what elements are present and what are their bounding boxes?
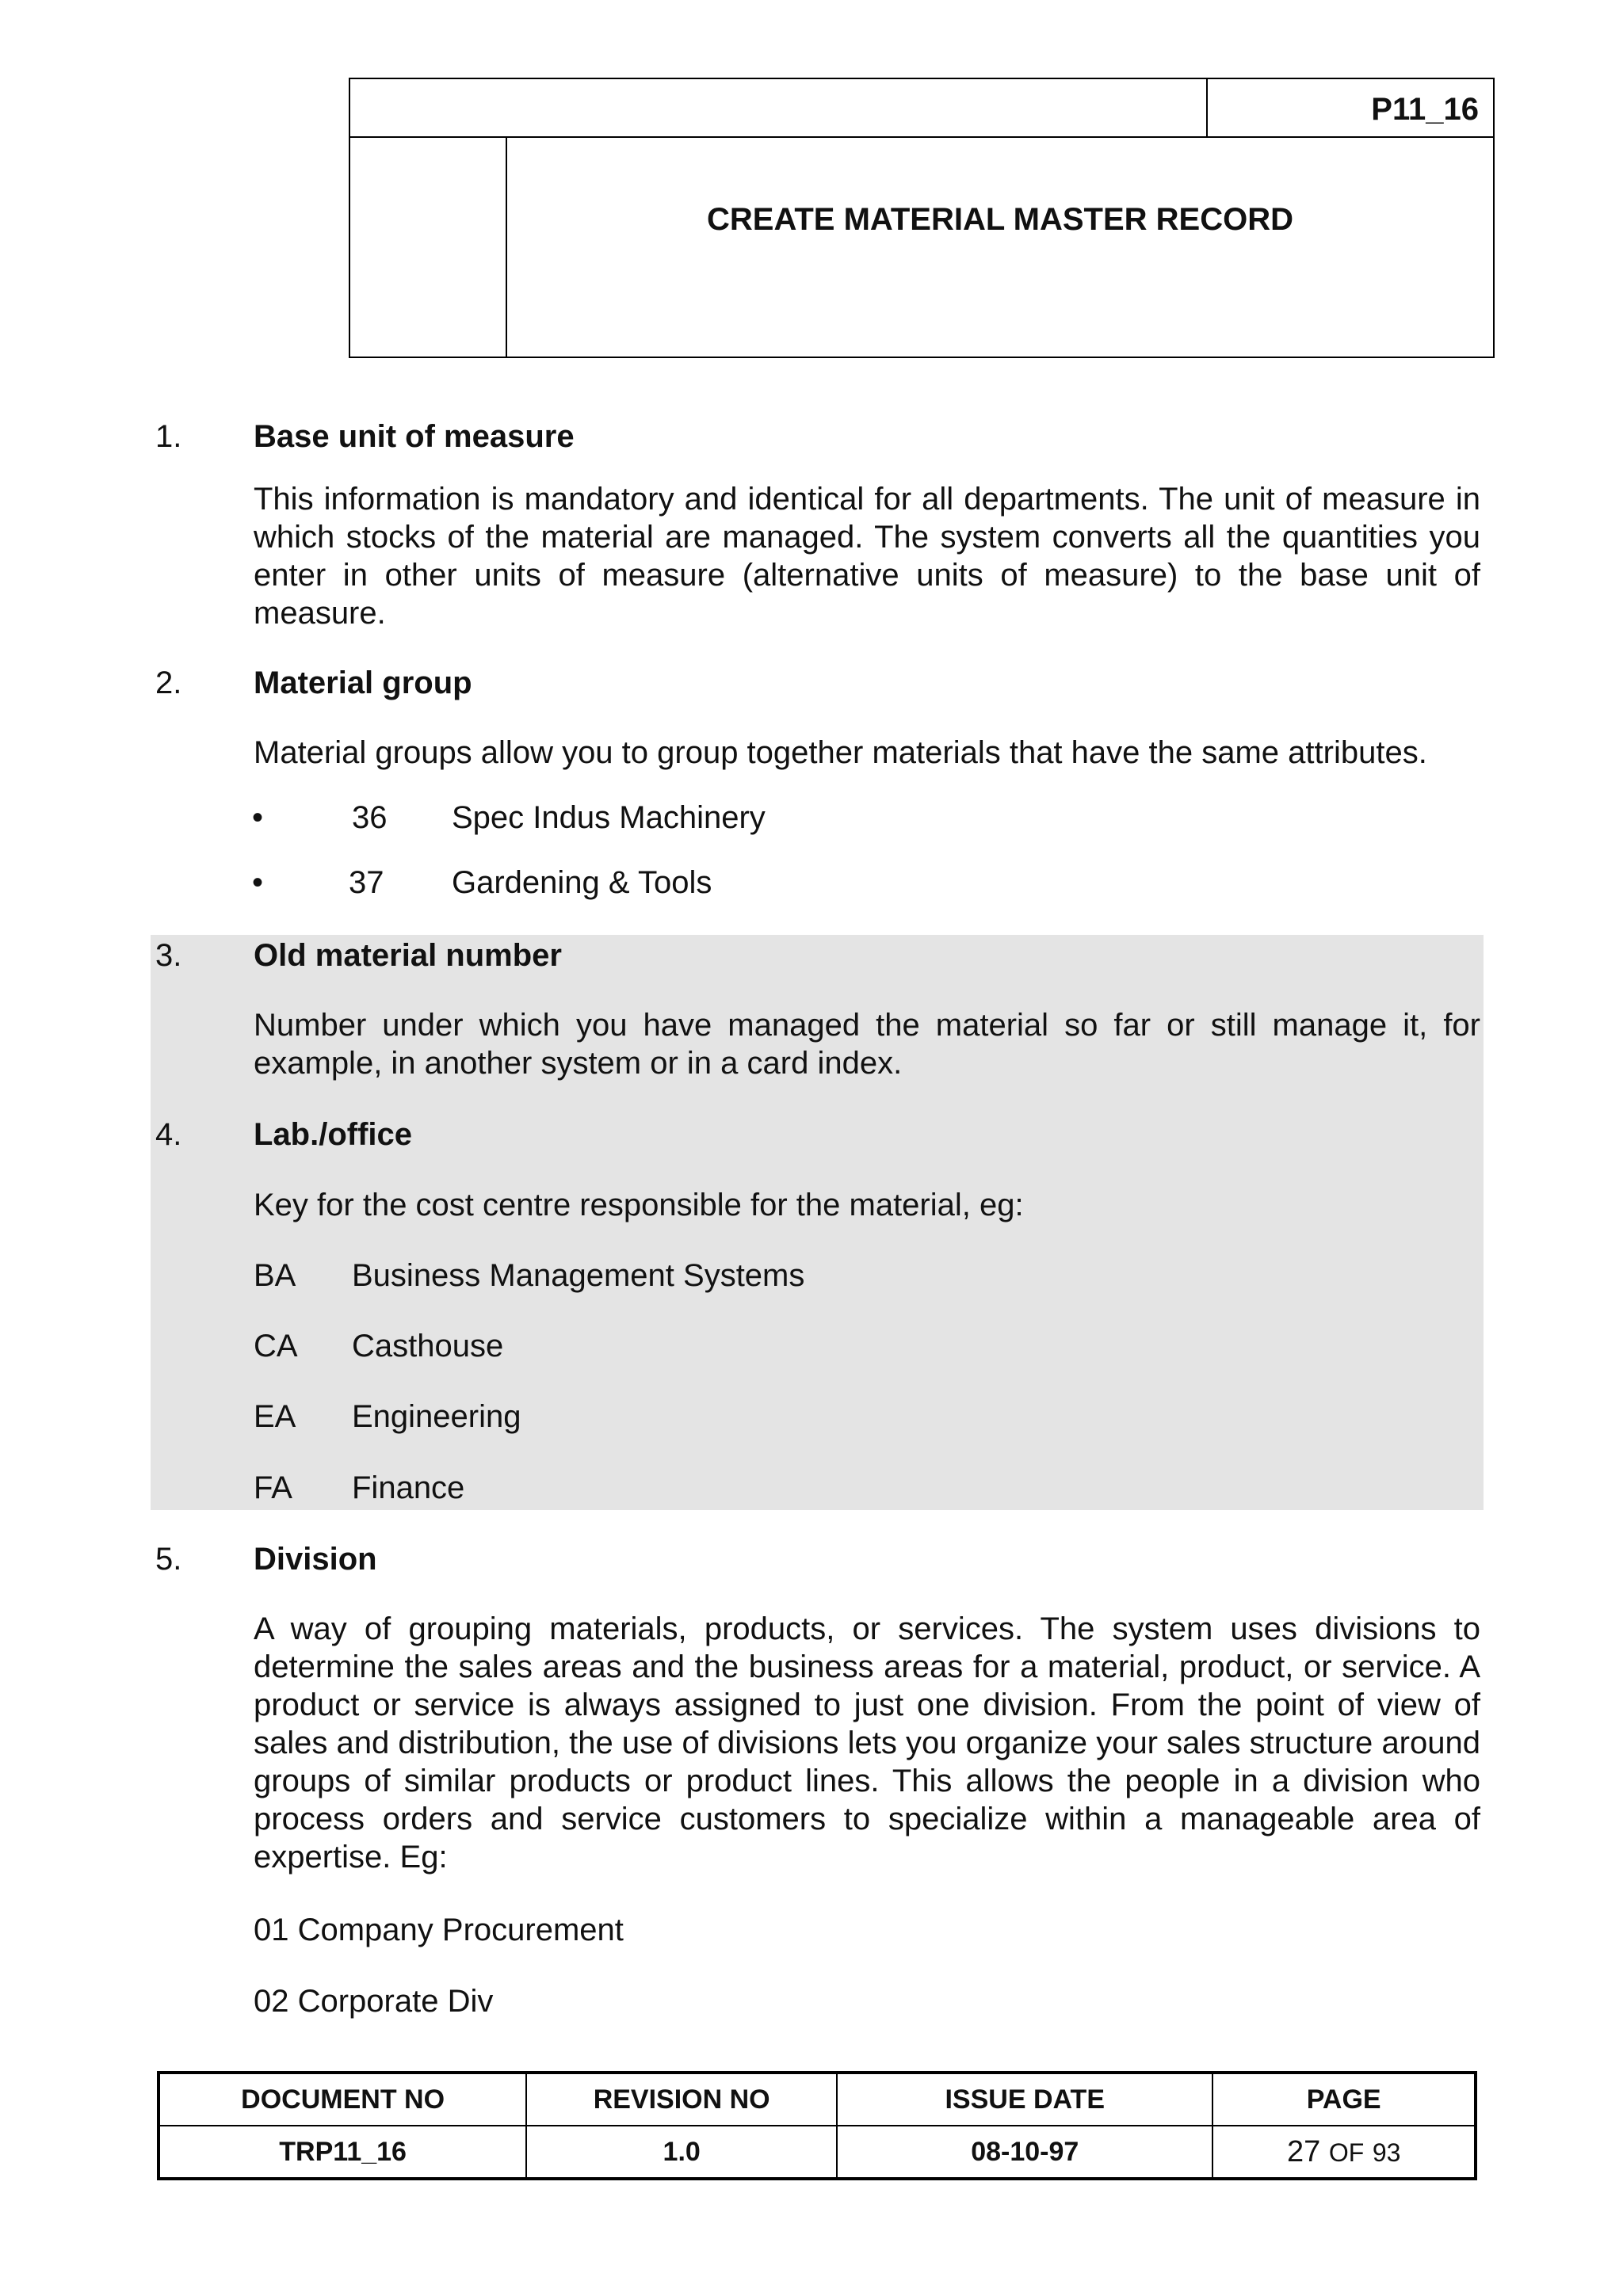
header-top-row — [350, 79, 1493, 138]
header-code-cell — [1206, 79, 1493, 136]
list-item: 01 Company Procurement — [254, 1913, 624, 1947]
section-3-paragraph: Number under which you have managed the material so far or still manage it, for example, in another system or in a card index. — [254, 1008, 1480, 1081]
list-item-code: BA — [254, 1258, 296, 1293]
document-header — [349, 78, 1495, 358]
page-title: CREATE MATERIAL MASTER RECORD — [707, 202, 1293, 237]
footer-revision-no: 1.0 — [526, 2126, 837, 2179]
section-2-heading: Material group — [254, 666, 472, 700]
document-code: P11_16 — [1371, 92, 1479, 127]
page-total: 93 — [1372, 2138, 1401, 2167]
list-item-label: Spec Indus Machinery — [452, 800, 766, 835]
section-2-paragraph: Material groups allow you to group together materials that have the same attributes. — [254, 735, 1427, 770]
section-2-number: 2. — [155, 666, 182, 700]
footer-issue-date: 08-10-97 — [837, 2126, 1212, 2179]
list-item-label: Engineering — [352, 1399, 521, 1434]
list-item-code: 37 — [349, 865, 384, 900]
section-3-heading: Old material number — [254, 938, 562, 973]
page-current: 27 — [1286, 2134, 1321, 2168]
list-item-label: Finance — [352, 1470, 465, 1505]
list-item: 02 Corporate Div — [254, 1984, 494, 2019]
list-item-label: Casthouse — [352, 1329, 504, 1363]
section-5-heading: Division — [254, 1542, 377, 1577]
footer-value-row — [158, 2126, 1476, 2179]
list-item-label: Gardening & Tools — [452, 865, 712, 900]
section-4-number: 4. — [155, 1117, 182, 1152]
section-3-number: 3. — [155, 938, 182, 973]
section-5-paragraph: A way of grouping materials, products, or services. The system uses divisions to determine the sales areas and the business areas for a material, product, or service. A product or service is always assigned to just one division. From the point of view of sales and distribution, the use of divisions lets you organize your sales structure around groups of similar products or product lines. This allows the people in a division who process orders and service customers to specialize within a manageable area of expertise. Eg: — [254, 1611, 1480, 1875]
section-1-paragraph: This information is mandatory and identical for all departments. The unit of measure in which stocks of the material are managed. The system converts all the quantities you enter in other units of measure (alternative units of measure) to the base unit of measure. — [254, 482, 1480, 631]
list-item-code: 36 — [352, 800, 388, 835]
footer-header-document-no: DOCUMENT NO — [158, 2073, 526, 2126]
section-4-heading: Lab./office — [254, 1117, 413, 1152]
footer-header-row — [158, 2073, 1476, 2126]
section-1-number: 1. — [155, 419, 182, 454]
footer-page — [1212, 2126, 1476, 2179]
list-item-code: FA — [254, 1470, 292, 1505]
section-5-number: 5. — [155, 1542, 182, 1577]
list-item-code: CA — [254, 1329, 298, 1363]
footer-document-no: TRP11_16 — [158, 2126, 526, 2179]
footer-header-issue-date: ISSUE DATE — [837, 2073, 1212, 2126]
document-footer-table — [157, 2071, 1477, 2180]
header-logo-cell — [350, 136, 507, 357]
list-item-code: EA — [254, 1399, 296, 1434]
footer-header-revision-no: REVISION NO — [526, 2073, 837, 2126]
list-item-label: Business Management Systems — [352, 1258, 805, 1293]
footer-header-page: PAGE — [1212, 2073, 1476, 2126]
bullet: • — [252, 800, 264, 835]
bullet: • — [252, 865, 264, 900]
page-of: OF — [1328, 2138, 1365, 2167]
section-1-heading: Base unit of measure — [254, 419, 575, 454]
section-4-paragraph: Key for the cost centre responsible for the material, eg: — [254, 1188, 1024, 1222]
